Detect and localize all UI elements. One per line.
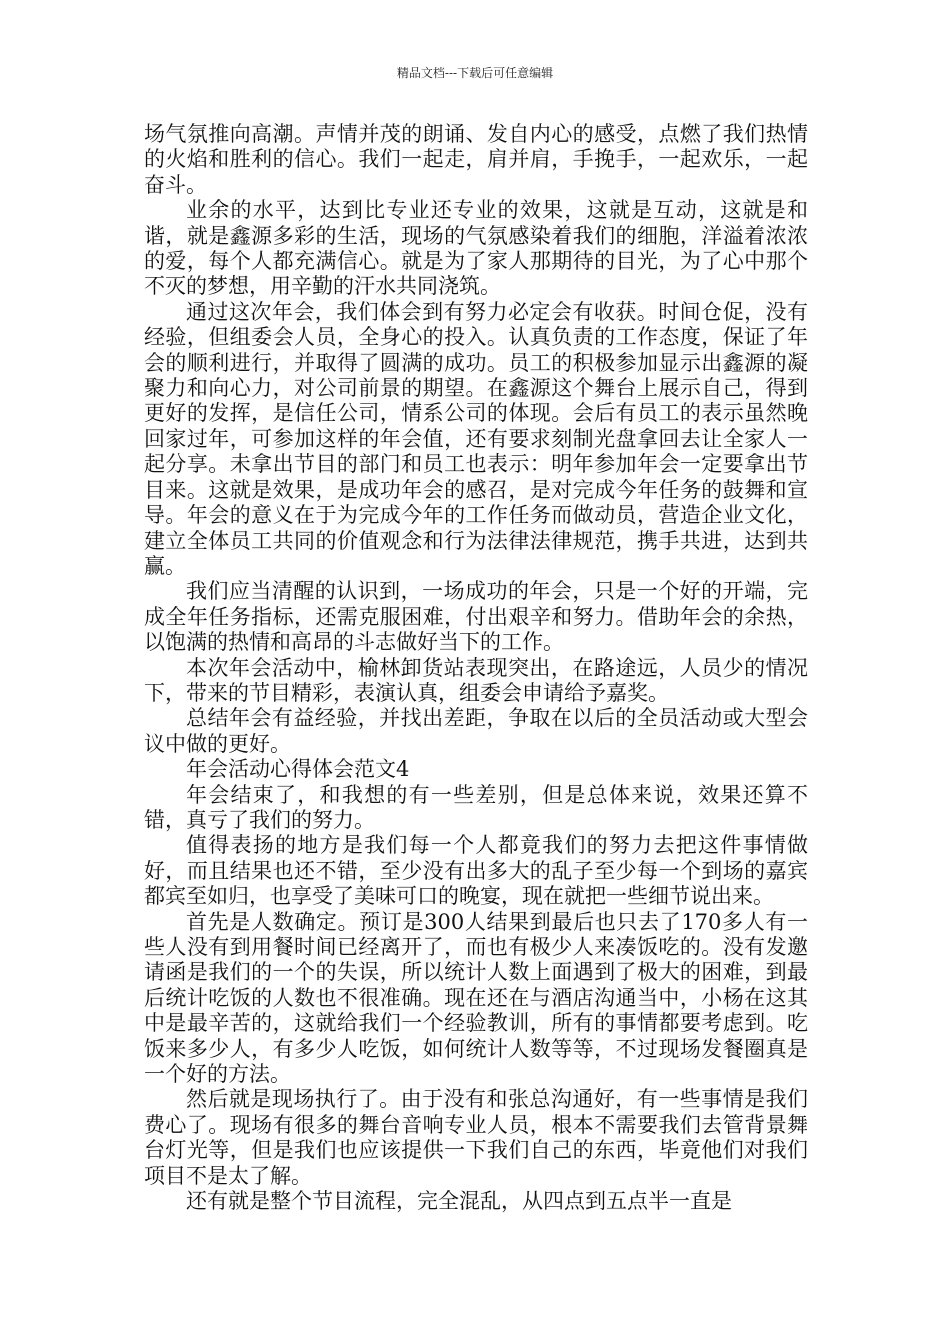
page-header: 精品文档---下载后可任意编辑 (396, 66, 554, 80)
paragraph: 我们应当清醒的认识到，一场成功的年会，只是一个好的开端，完成全年任务指标，还需克服困难，付出艰辛和努力。借助年会的余热，以饱满的热情和高昂的斗志做好当下的工作。 (144, 579, 808, 655)
section-heading: 年会活动心得体会范文4 (186, 757, 410, 782)
paragraph: 通过这次年会，我们体会到有努力必定会有收获。时间仓促，没有经验，但组委会人员，全身心的投入。认真负责的工作态度，保证了年会的顺利进行，并取得了圆满的成功。员工的积极参加显示出鑫源的凝聚力和向心力，对公司前景的期望。在鑫源这个舞台上展示自己，得到更好的发挥，是信任公司，情系公司的体现。会后有员工的表示虽然晚回家过年，可参加这样的年会值，还有要求刻制光盘拿回去让全家人一起分享。未拿出节目的部门和员工也表示：明年参加年会一定要拿出节目来。这就是效果，是成功年会的感召，是对完成今年任务的鼓舞和宣导。年会的意义在于为完成今年的工作任务而做动员，营造企业文化，建立全体员工共同的价值观念和行为法律法律规范，携手共进，达到共赢。 (144, 299, 808, 578)
paragraph: 年会结束了，和我想的有一些差别，但是总体来说，效果还算不错，真亏了我们的努力。 (144, 782, 808, 832)
paragraph: 本次年会活动中，榆林卸货站表现突出，在路途远，人员少的情况下，带来的节目精彩，表演认真，组委会申请给予嘉奖。 (144, 655, 808, 705)
paragraph: 还有就是整个节目流程，完全混乱，从四点到五点半一直是 (186, 1189, 732, 1214)
document-body (144, 122, 808, 1214)
paragraph-continuation: 场气氛推向高潮。声情并茂的朗诵、发自内心的感受，点燃了我们热情的火焰和胜利的信心。我们一起走，肩并肩，手挽手，一起欢乐，一起奋斗。 (144, 122, 808, 197)
paragraph: 业余的水平，达到比专业还专业的效果，这就是互动，这就是和谐，就是鑫源多彩的生活，现场的气氛感染着我们的细胞，洋溢着浓浓的爱，每个人都充满信心。就是为了家人那期待的目光，为了心中那个不灭的梦想，用辛勤的汗水共同浇筑。 (144, 198, 808, 299)
paragraph: 总结年会有益经验，并找出差距，争取在以后的全员活动或大型会议中做的更好。 (144, 706, 808, 756)
paragraph: 值得表扬的地方是我们每一个人都竟我们的努力去把这件事情做好，而且结果也还不错，至少没有出多大的乱子至少每一个到场的嘉宾都宾至如归，也享受了美味可口的晚宴，现在就把一些细节说出来。 (144, 833, 808, 909)
paragraph: 然后就是现场执行了。由于没有和张总沟通好，有一些事情是我们费心了。现场有很多的舞台音响专业人员，根本不需要我们去管背景舞台灯光等，但是我们也应该提供一下我们自己的东西，毕竟他们对我们项目不是太了解。 (144, 1087, 808, 1188)
paragraph: 首先是人数确定。预订是300人结果到最后也只去了170多人有一些人没有到用餐时间已经离开了，而也有极少人来凑饭吃的。没有发邀请函是我们的一个的失误，所以统计人数上面遇到了极大的困难，到最后统计吃饭的人数也不很准确。现在还在与酒店沟通当中，小杨在这其中是最辛苦的，这就给我们一个经验教训，所有的事情都要考虑到。吃饭来多少人，有多少人吃饭，如何统计人数等等，不过现场发餐圈真是一个好的方法。 (144, 909, 808, 1087)
